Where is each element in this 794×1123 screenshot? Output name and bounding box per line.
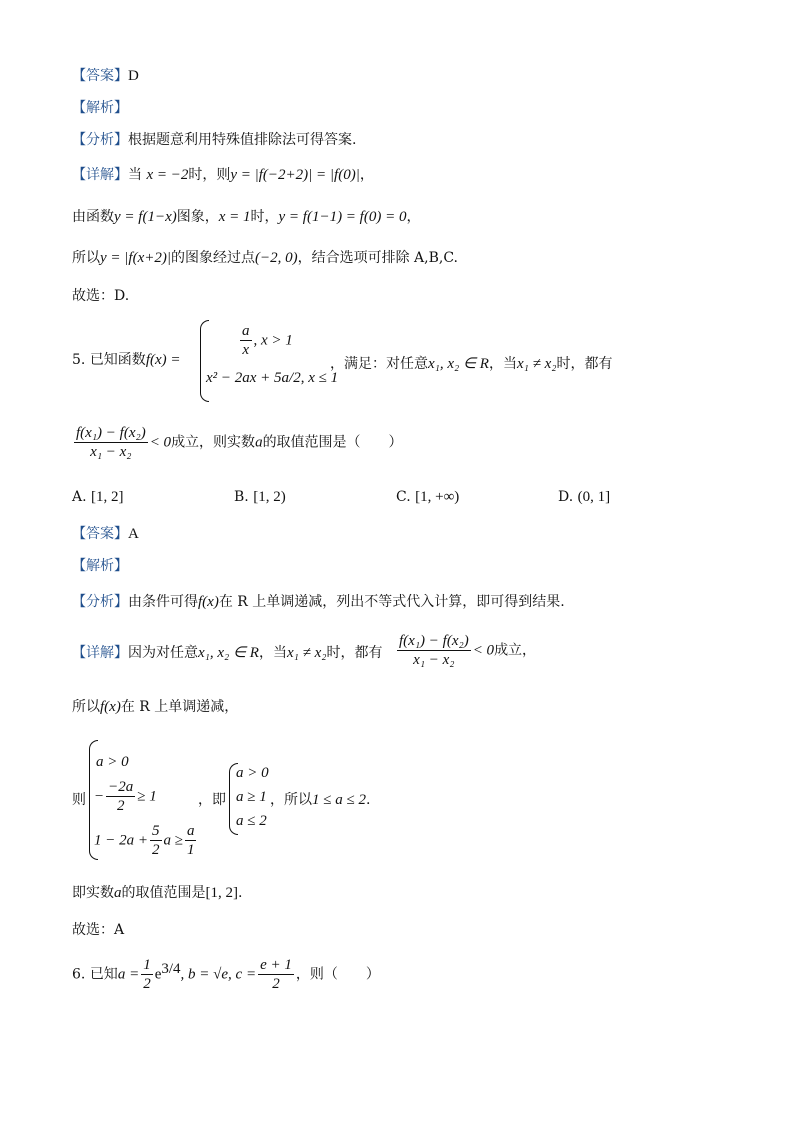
system-row-1 xyxy=(96,754,129,771)
math: y = f(1−1) = f(0) = 0 xyxy=(278,209,407,225)
system-s2 xyxy=(236,789,267,806)
frac-den: 2 xyxy=(152,842,160,858)
option-b[interactable] xyxy=(234,487,286,507)
question-5-cont xyxy=(330,353,612,373)
analysis-tag: 【解析】 xyxy=(72,100,128,116)
text: 则 xyxy=(72,792,86,808)
math: a xyxy=(114,885,122,901)
text: 已知函数 xyxy=(89,352,146,368)
text: 图象， xyxy=(176,209,219,225)
system-row-3 xyxy=(94,822,198,859)
piecewise-brace xyxy=(200,320,209,402)
math: 1 ≤ a ≤ 2 xyxy=(312,792,366,808)
fenxi-tag: 【分析】 xyxy=(72,132,128,148)
text: 在 R 上单调递减，列出不等式代入计算，即可得到结果. xyxy=(218,594,565,610)
detail-tag: 【详解】 xyxy=(72,167,128,183)
text: 当 xyxy=(128,167,142,183)
fenxi-text: 根据题意利用特殊值排除法可得答案. xyxy=(128,132,357,148)
frac-den: 2 xyxy=(116,798,125,814)
text: ，满足：对任意 xyxy=(330,356,428,372)
text: 所以 xyxy=(72,699,100,715)
fenxi-line-1 xyxy=(72,130,356,150)
text: ，当 xyxy=(488,356,517,372)
choose-text: 故选：D. xyxy=(72,288,130,304)
math: f(x) xyxy=(100,699,121,715)
math: y = f(1−x) xyxy=(114,209,177,225)
case-2-cond: x ≤ 1 xyxy=(308,370,339,386)
math: , b = √e, c = xyxy=(180,966,257,983)
text: 所以 xyxy=(72,250,100,266)
option-c[interactable] xyxy=(396,487,459,507)
analysis-tag: 【解析】 xyxy=(72,558,128,574)
detail-tag: 【详解】 xyxy=(72,645,128,661)
text: ， xyxy=(406,209,421,225)
text: ，即 xyxy=(198,792,226,808)
frac-num: e + 1 xyxy=(260,957,292,973)
text: ，则（ ） xyxy=(295,966,380,983)
choose-text: 故选：A xyxy=(72,922,125,938)
math: f(x) xyxy=(198,594,219,610)
answer-value: D xyxy=(128,68,139,84)
math: x₁ ≠ x₂ xyxy=(516,356,557,372)
math: [1, 2] xyxy=(205,885,238,901)
math: a xyxy=(255,434,263,451)
frac-den: x₁ − x₂ xyxy=(413,652,455,668)
frac-num: 5 xyxy=(152,823,160,839)
text: 即实数 xyxy=(72,885,114,901)
math: x = −2 xyxy=(146,167,189,183)
mono-line xyxy=(72,697,238,717)
option-value: (0, 1] xyxy=(577,489,611,505)
text: 成立，则实数 xyxy=(171,434,256,451)
frac-num: f(x₁) − f(x₂) xyxy=(76,425,146,441)
math: a ≥ xyxy=(163,832,183,849)
text: . xyxy=(365,792,371,808)
question-5-ineq xyxy=(72,424,403,461)
text: . xyxy=(238,885,243,901)
math: y = |f(−2+2)| = |f(0)| xyxy=(230,167,360,183)
detail-line-2 xyxy=(72,207,420,227)
text: ， xyxy=(359,167,374,183)
option-label: A. xyxy=(72,489,87,505)
fenxi-tag: 【分析】 xyxy=(72,594,128,610)
system-tail xyxy=(270,789,370,809)
math: x₁, x₂ ∈ R xyxy=(198,645,259,661)
option-a[interactable] xyxy=(72,487,124,507)
math: ≥ 1 xyxy=(137,788,157,805)
answer-line-2 xyxy=(72,524,139,544)
option-value: [1, 2] xyxy=(91,489,124,505)
case-1: $\frac{a}{x}$ , x > 1 xyxy=(242,323,293,358)
text: ，当 xyxy=(258,645,287,661)
detail-frac xyxy=(395,632,536,669)
math: < 0 xyxy=(472,642,495,659)
text: 时，都有 xyxy=(556,356,613,372)
option-label: C. xyxy=(396,489,411,505)
frac-den: 2 xyxy=(272,976,280,992)
math: x = 1 xyxy=(218,209,251,225)
system-mid xyxy=(198,789,226,809)
math: (−2, 0) xyxy=(254,250,298,266)
frac-num: −2a xyxy=(108,779,134,795)
text: 的取值范围是 xyxy=(121,885,206,901)
math: a ≤ 2 xyxy=(236,813,267,829)
question-number: 5. xyxy=(72,352,86,368)
system-row-2 xyxy=(94,778,157,815)
text: 时，都有 xyxy=(326,645,383,661)
text: 的取值范围是（ ） xyxy=(262,434,403,451)
text: 由函数 xyxy=(72,209,114,225)
choose-line-1 xyxy=(72,286,129,306)
question-number: 6. xyxy=(72,966,86,983)
text: 在 R 上单调递减， xyxy=(120,699,239,715)
case-2-expr: x² − 2ax + 5a/2 xyxy=(206,370,301,386)
system-s1 xyxy=(236,765,269,782)
frac-num: 1 xyxy=(143,957,151,973)
text: 已知 xyxy=(89,966,118,983)
frac-num: f(x₁) − f(x₂) xyxy=(399,633,469,649)
math: x₁ ≠ x₂ xyxy=(286,645,327,661)
math: < 0 xyxy=(149,434,172,451)
text: 成立， xyxy=(494,642,537,659)
math: a > 0 xyxy=(236,765,269,781)
question-6 xyxy=(72,956,380,993)
text: 时，则 xyxy=(188,167,231,183)
question-5-head xyxy=(72,350,181,370)
detail-line-3 xyxy=(72,248,458,268)
text: 的图象经过点 xyxy=(170,250,255,266)
text: 时， xyxy=(250,209,279,225)
case-1-cond: x > 1 xyxy=(261,332,293,349)
math: 3/4 xyxy=(161,960,181,977)
range-line xyxy=(72,883,242,903)
option-d[interactable] xyxy=(558,487,610,507)
frac-den: 1 xyxy=(186,842,195,858)
text: 由条件可得 xyxy=(128,594,198,610)
option-label: B. xyxy=(234,489,249,505)
detail-line-1 xyxy=(72,165,374,185)
answer-line-1 xyxy=(72,66,139,86)
system-lead xyxy=(72,789,86,809)
analysis-heading-2 xyxy=(72,556,128,576)
answer-value: A xyxy=(128,526,139,542)
frac-den: x xyxy=(242,342,250,358)
answer-tag: 【答案】 xyxy=(72,526,128,542)
detail-line-4 xyxy=(72,643,382,663)
text: ，所以 xyxy=(270,792,312,808)
option-value: [1, +∞) xyxy=(415,489,460,505)
option-label: D. xyxy=(558,489,574,505)
frac-num: a xyxy=(242,323,250,339)
math: a ≥ 1 xyxy=(236,789,267,805)
math: e xyxy=(154,966,162,983)
math: − xyxy=(94,788,105,805)
math: x₁, x₂ ∈ R xyxy=(428,356,489,372)
math: 1 − 2a + xyxy=(94,832,148,849)
text: 因为对任意 xyxy=(128,645,198,661)
option-value: [1, 2) xyxy=(253,489,286,505)
math: f(x) = xyxy=(145,352,181,368)
choose-line-2 xyxy=(72,920,124,940)
analysis-heading-1 xyxy=(72,98,128,118)
case-2: x² − 2ax + 5a/2, x ≤ 1 xyxy=(206,370,339,386)
math: a > 0 xyxy=(96,754,129,770)
fenxi-line-2 xyxy=(72,592,565,612)
frac-den: 2 xyxy=(143,976,151,992)
math: y = |f(x+2)| xyxy=(100,250,171,266)
frac-num: a xyxy=(186,823,195,839)
math: a = xyxy=(117,966,140,983)
text: ，结合选项可排除 A,B,C. xyxy=(297,250,459,266)
answer-tag: 【答案】 xyxy=(72,68,128,84)
system-s3 xyxy=(236,813,267,830)
frac-den: x₁ − x₂ xyxy=(90,444,132,460)
